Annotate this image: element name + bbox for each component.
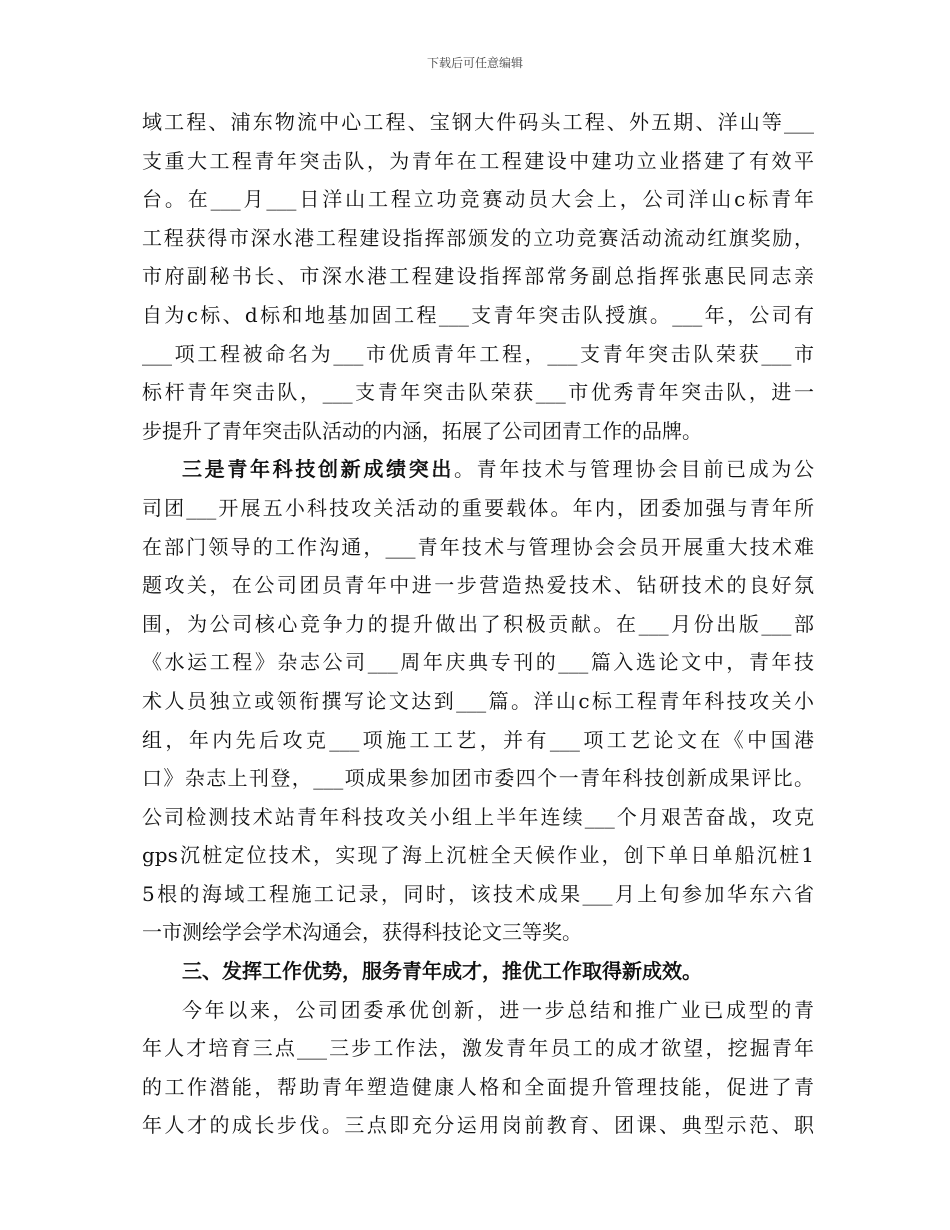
text-line [142,180,814,219]
bold-lead-text: 三是青年科技创新成绩突出 [182,457,454,482]
line-text: 支重大工程青年突击队，为青年在工程建设中建功立业搭建了有效平 [142,148,814,173]
text-line [142,836,814,875]
line-text: 标杆青年突击队，___支青年突击队荣获___市优秀青年突击队，进一 [142,380,814,405]
text-line [142,219,814,258]
line-text: 。青年技术与管理协会目前已成为公 [454,457,814,482]
text-line [142,991,814,1030]
line-text: 公司检测技术站青年科技攻关小组上半年连续___个月艰苦奋战，攻克 [142,804,814,829]
line-text: 在部门领导的工作沟通，___青年技术与管理协会会员开展重大技术难 [142,534,814,559]
text-line [142,450,814,489]
text-line [142,682,814,721]
line-text: 年人才的成长步伐。三点即充分运用岗前教育、团课、典型示范、职 [142,1113,814,1138]
line-text: 年人才培育三点___三步工作法，激发青年员工的成才欲望，挖掘青年 [142,1036,814,1061]
line-text: 步提升了青年突击队活动的内涵，拓展了公司团青工作的品牌。 [142,418,702,443]
text-line [142,605,814,644]
text-line [142,952,814,991]
text-line [142,296,814,335]
text-line [142,875,814,914]
line-text: 域工程、浦东物流中心工程、宝钢大件码头工程、外五期、洋山等___ [142,110,814,134]
line-text: 口》杂志上刊登，___项成果参加团市委四个一青年科技创新成果评比。 [142,766,814,791]
page-header: 下载后可任意编辑 [426,56,523,70]
text-line [142,643,814,682]
line-text: 术人员独立或领衔撰写论文达到___篇。洋山c标工程青年科技攻关小 [142,688,814,713]
text-line [142,103,814,142]
line-text: 组，年内先后攻克___项施工工艺，并有___项工艺论文在《中国港 [142,727,814,752]
text-line [142,1068,814,1107]
line-text: 自为c标、d标和地基加固工程___支青年突击队授旗。___年，公司有 [142,302,814,327]
line-text: 的工作潜能，帮助青年塑造健康人格和全面提升管理技能，促进了青 [142,1074,814,1099]
document-body [142,103,814,1145]
text-line [142,1106,814,1145]
text-line [142,142,814,181]
line-text: gps沉桩定位技术，实现了海上沉桩全天候作业，创下单日单船沉桩1 [142,843,814,868]
line-text: 一市测绘学会学术沟通会，获得科技论文三等奖。 [142,920,582,945]
text-line [142,412,814,451]
text-line [142,913,814,952]
line-text: 《水运工程》杂志公司___周年庆典专刊的___篇入选论文中，青年技 [142,650,814,675]
line-text: 工程获得市深水港工程建设指挥部颁发的立功竞赛活动流动红旗奖励， [142,225,814,250]
line-text: 题攻关，在公司团员青年中进一步营造热爱技术、钻研技术的良好氛 [142,573,814,598]
text-line [142,759,814,798]
text-line [142,566,814,605]
text-line [142,1029,814,1068]
text-line [142,489,814,528]
line-text: 司团___开展五小科技攻关活动的重要载体。年内，团委加强与青年所 [142,495,814,520]
text-line [142,257,814,296]
line-text: 市府副秘书长、市深水港工程建设指挥部常务副总指挥张惠民同志亲 [142,264,814,289]
line-text: 台。在___月___日洋山工程立功竞赛动员大会上，公司洋山c标青年 [142,187,814,212]
text-line [142,373,814,412]
text-line [142,335,814,374]
bold-lead-text: 三、发挥工作优势，服务青年成才，推优工作取得新成效。 [182,959,702,984]
text-line [142,721,814,760]
line-text: 围，为公司核心竞争力的提升做出了积极贡献。在___月份出版___部 [142,611,814,636]
line-text: 5根的海域工程施工记录，同时，该技术成果___月上旬参加华东六省 [142,881,814,906]
text-line [142,798,814,837]
line-text: 今年以来，公司团委承优创新，进一步总结和推广业已成型的青 [182,997,814,1022]
text-line [142,528,814,567]
line-text: ___项工程被命名为___市优质青年工程，___支青年突击队荣获___市 [142,341,814,366]
